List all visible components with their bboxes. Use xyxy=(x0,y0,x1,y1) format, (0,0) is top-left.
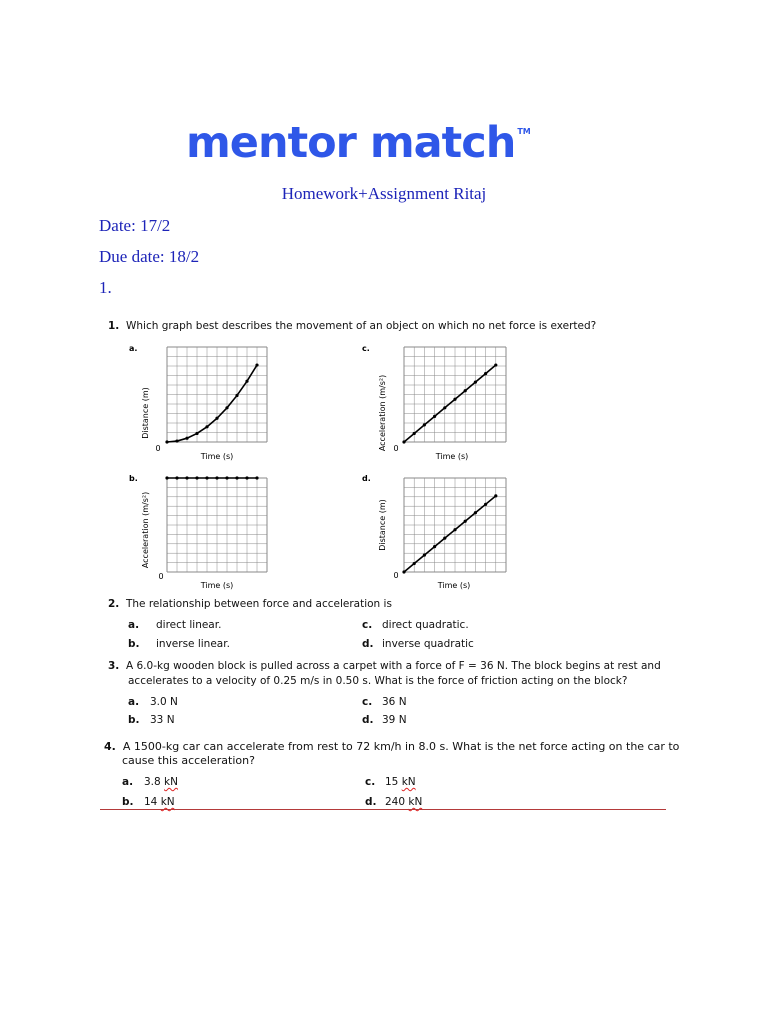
graph-d-svg xyxy=(358,472,518,594)
data-point xyxy=(185,437,188,440)
q2-option-d-text: inverse quadratic xyxy=(382,638,474,650)
graph-c-svg xyxy=(358,342,518,464)
series-line xyxy=(404,496,496,572)
q2-option-a-letter: a. xyxy=(128,619,140,631)
graph-b-xlabel: Time (s) xyxy=(200,581,234,590)
data-point xyxy=(474,381,477,384)
graph-b-plot xyxy=(165,476,267,572)
q3-option-c xyxy=(362,696,407,708)
data-point xyxy=(185,476,188,479)
q4-option-d-unit: kN xyxy=(408,796,423,808)
q4-option-a-unit: kN xyxy=(164,776,178,788)
question-3-line2: accelerates to a velocity of 0.25 m/s in 0.50 s. What is the force of friction acting on the block? xyxy=(128,675,628,687)
q3-option-c-letter: c. xyxy=(362,696,373,708)
graph-d xyxy=(358,472,518,599)
graph-c-plot xyxy=(402,347,506,444)
q4-option-b-value: 14 xyxy=(144,796,158,808)
data-point xyxy=(245,476,248,479)
assignment-due-date: Due date: 18/2 xyxy=(99,247,200,266)
graph-b-ylabel: Acceleration (m/s²) xyxy=(141,491,150,569)
q4-option-c-value: 15 xyxy=(385,776,399,788)
data-point xyxy=(453,528,456,531)
q3-option-b-text: 33 N xyxy=(150,714,175,726)
data-point xyxy=(413,562,416,565)
q3-option-c-text: 36 N xyxy=(382,696,407,708)
q4-option-b-unit: kN xyxy=(160,796,175,808)
q2-option-a-text: direct linear. xyxy=(156,619,222,631)
assignment-date: Date: 17/2 xyxy=(99,216,171,235)
question-2 xyxy=(108,598,392,610)
q3-option-a-text: 3.0 N xyxy=(150,696,178,708)
q3-option-d-letter: d. xyxy=(362,714,374,726)
data-point xyxy=(235,476,238,479)
graph-a-plot xyxy=(165,347,267,444)
data-point xyxy=(464,389,467,392)
q4-option-a xyxy=(122,776,178,788)
data-point xyxy=(443,537,446,540)
data-point xyxy=(235,394,238,397)
graph-d-ylabel: Distance (m) xyxy=(378,499,387,551)
question-1 xyxy=(108,320,596,332)
graph-a xyxy=(125,342,275,469)
q4-option-b xyxy=(122,796,175,808)
data-point xyxy=(402,440,405,443)
data-point xyxy=(453,398,456,401)
trademark-mark: TM xyxy=(517,127,531,136)
q2-option-c xyxy=(362,619,469,631)
question-3-line1: A 6.0-kg wooden block is pulled across a carpet with a force of F = 36 N. The block begins at rest and xyxy=(125,660,661,672)
data-point xyxy=(175,476,178,479)
graph-c-label: c. xyxy=(362,344,370,353)
q4-option-c xyxy=(365,776,416,788)
data-point xyxy=(195,476,198,479)
q3-option-a-letter: a. xyxy=(128,696,140,708)
graph-d-origin: 0 xyxy=(393,571,399,580)
q3-option-d xyxy=(362,714,407,726)
graph-b xyxy=(125,472,275,599)
q2-option-c-letter: c. xyxy=(362,619,373,631)
q4-option-a-value: 3.8 xyxy=(144,776,161,788)
graph-c-xlabel: Time (s) xyxy=(435,452,469,461)
q2-option-a xyxy=(128,619,221,631)
data-point xyxy=(413,432,416,435)
question-1-text: Which graph best describes the movement of an object on which no net force is exerted? xyxy=(125,320,597,332)
q4-option-c-letter: c. xyxy=(365,776,376,788)
question-4-line1: A 1500-kg car can accelerate from rest to 72 km/h in 8.0 s. What is the net force acting on the car to xyxy=(122,740,680,753)
data-point xyxy=(225,406,228,409)
q2-option-b-letter: b. xyxy=(128,638,140,650)
question-3-number: 3. xyxy=(108,660,120,672)
logo-text: mentor match xyxy=(186,118,516,168)
q4-option-d-value: 240 xyxy=(385,796,406,808)
q2-option-d-letter: d. xyxy=(362,638,374,650)
data-point xyxy=(195,432,198,435)
q2-option-b xyxy=(128,638,230,650)
data-point xyxy=(165,476,168,479)
graph-b-label: b. xyxy=(129,474,138,483)
graph-c-origin: 0 xyxy=(393,444,399,453)
data-point xyxy=(215,476,218,479)
graph-d-label: d. xyxy=(362,474,371,483)
q2-option-b-text: inverse linear. xyxy=(156,638,230,650)
graph-c-ylabel: Acceleration (m/s²) xyxy=(378,374,387,452)
data-point xyxy=(205,425,208,428)
data-point xyxy=(474,511,477,514)
series-line xyxy=(404,365,496,442)
question-4-number: 4. xyxy=(104,740,116,753)
graph-a-ylabel: Distance (m) xyxy=(141,387,150,439)
graph-a-origin: 0 xyxy=(155,444,161,453)
data-point xyxy=(423,423,426,426)
data-point xyxy=(423,553,426,556)
data-point xyxy=(433,415,436,418)
assignment-title: Homework+Assignment Ritaj xyxy=(281,184,487,203)
graph-a-svg xyxy=(125,342,275,464)
q4-option-d-letter: d. xyxy=(365,796,377,808)
graph-a-xlabel: Time (s) xyxy=(200,452,234,461)
graph-d-xlabel: Time (s) xyxy=(437,581,471,590)
question-3 xyxy=(108,660,661,672)
q4-option-d xyxy=(365,796,422,808)
q3-option-b-letter: b. xyxy=(128,714,140,726)
data-point xyxy=(402,570,405,573)
q4-option-c-unit: kN xyxy=(401,776,416,788)
q2-option-c-text: direct quadratic. xyxy=(382,619,469,631)
q2-option-d xyxy=(362,638,474,650)
question-4 xyxy=(104,740,679,753)
q3-option-b xyxy=(128,714,175,726)
q4-option-a-letter: a. xyxy=(122,776,134,788)
q3-option-d-text: 39 N xyxy=(382,714,407,726)
graph-c xyxy=(358,342,518,469)
data-point xyxy=(433,545,436,548)
graph-b-origin: 0 xyxy=(158,572,164,581)
data-point xyxy=(484,372,487,375)
data-point xyxy=(255,476,258,479)
data-point xyxy=(255,363,258,366)
data-point xyxy=(494,494,497,497)
series-line xyxy=(167,365,257,442)
graph-d-plot xyxy=(402,478,506,574)
question-4-line2: cause this acceleration? xyxy=(122,754,255,767)
data-point xyxy=(484,503,487,506)
q3-option-a xyxy=(128,696,178,708)
graph-b-svg xyxy=(125,472,275,594)
data-point xyxy=(494,363,497,366)
question-2-number: 2. xyxy=(108,598,120,610)
data-point xyxy=(205,476,208,479)
question-2-text: The relationship between force and acceleration is xyxy=(125,598,392,610)
data-point xyxy=(215,417,218,420)
item-number: 1. xyxy=(99,278,112,297)
data-point xyxy=(464,520,467,523)
bottom-rule xyxy=(100,809,666,810)
question-1-number: 1. xyxy=(108,320,120,332)
q4-option-b-letter: b. xyxy=(122,796,134,808)
data-point xyxy=(175,439,178,442)
data-point xyxy=(245,380,248,383)
data-point xyxy=(225,476,228,479)
graph-a-label: a. xyxy=(129,344,138,353)
data-point xyxy=(165,440,168,443)
mentor-match-logo xyxy=(186,118,531,168)
data-point xyxy=(443,406,446,409)
